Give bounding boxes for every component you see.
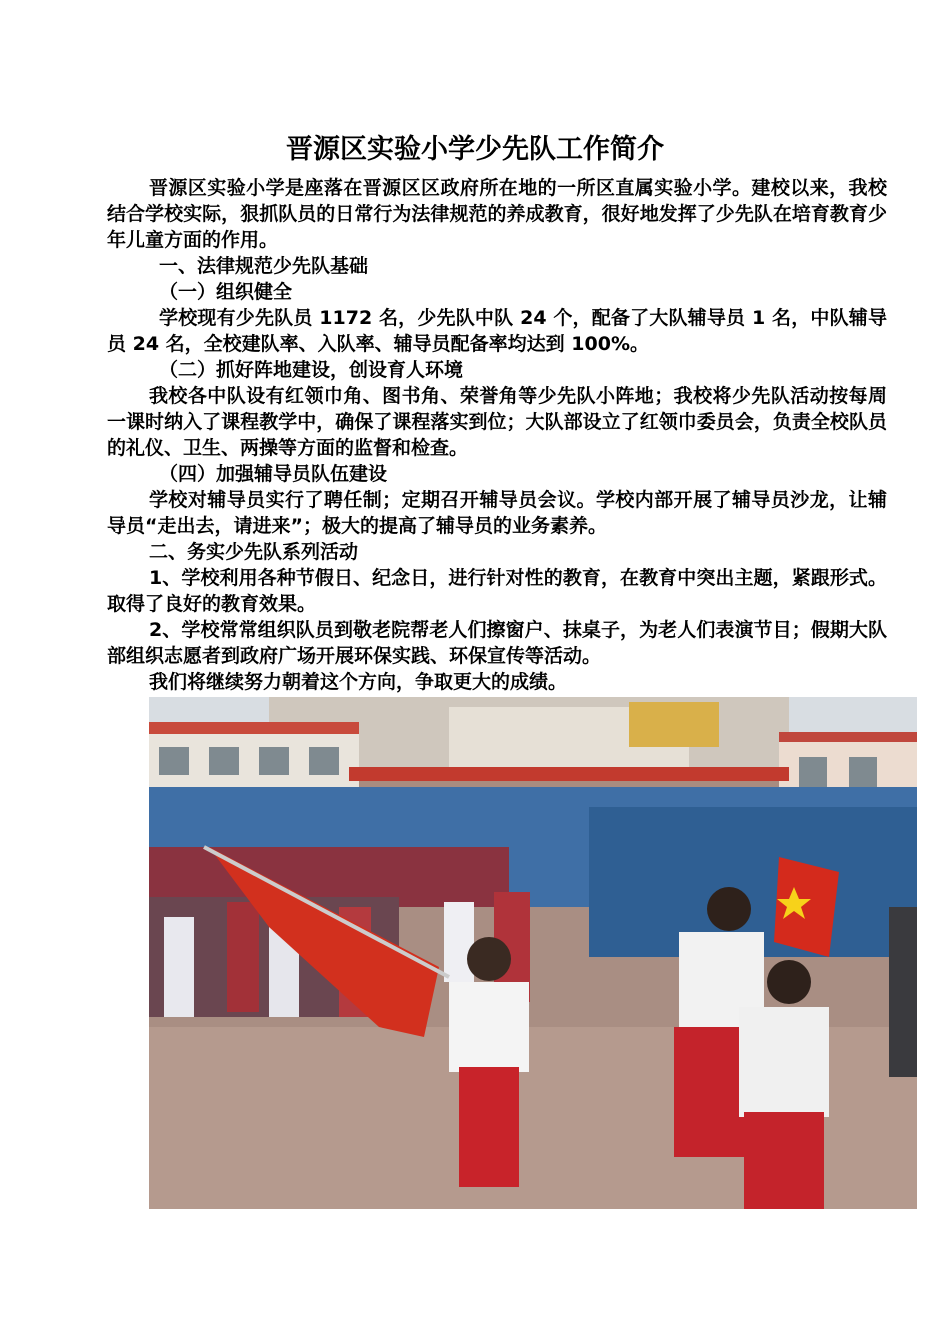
heading-subsection-1: （一）组织健全: [159, 281, 293, 303]
document-body: [107, 175, 887, 695]
paragraph-activity-1: 1、学校利用各种节假日、纪念日，进行针对性的教育，在教育中突出主题，紧跟形式。取得了良好的教育效果。: [107, 567, 887, 615]
paragraph-intro: 晋源区实验小学是座落在晋源区区政府所在地的一所区直属实验小学。建校以来，我校结合学校实际，狠抓队员的日常行为法律规范的养成教育，很好地发挥了少先队在培育教育少年儿童方面的作用。: [107, 177, 887, 251]
paragraph-closing: 我们将继续努力朝着这个方向，争取更大的成绩。: [149, 671, 568, 693]
paragraph-counselors: 学校对辅导员实行了聘任制；定期召开辅导员会议。学校内部开展了辅导员沙龙，让辅导员“走出去，请进来”；极大的提高了辅导员的业务素养。: [107, 489, 887, 537]
heading-subsection-4: （四）加强辅导员队伍建设: [159, 463, 388, 485]
document-title: 晋源区实验小学少先队工作简介: [286, 134, 664, 165]
paragraph-activity-2: 2、学校常常组织队员到敬老院帮老人们擦窗户、抹桌子，为老人们表演节目；假期大队部组织志愿者到政府广场开展环保实践、环保宣传等活动。: [107, 619, 887, 667]
heading-section-2: 二、务实少先队系列活动: [149, 541, 359, 563]
heading-section-1: 一、法律规范少先队基础: [159, 255, 369, 277]
flag-ceremony-photo: [149, 697, 917, 1209]
paragraph-base-building: 我校各中队设有红领巾角、图书角、荣誉角等少先队小阵地；我校将少先队活动按每周一课时纳入了课程教学中，确保了课程落实到位；大队部设立了红领巾委员会，负责全校队员的礼仪、卫生、两操等方面的监督和检查。: [107, 385, 887, 459]
paragraph-organization: 学校现有少先队员 1172 名，少先队中队 24 个，配备了大队辅导员 1 名，中队辅导员 24 名，全校建队率、入队率、辅导员配备率均达到 100%。: [107, 307, 887, 355]
heading-subsection-2: （二）抓好阵地建设，创设育人环境: [159, 359, 464, 381]
